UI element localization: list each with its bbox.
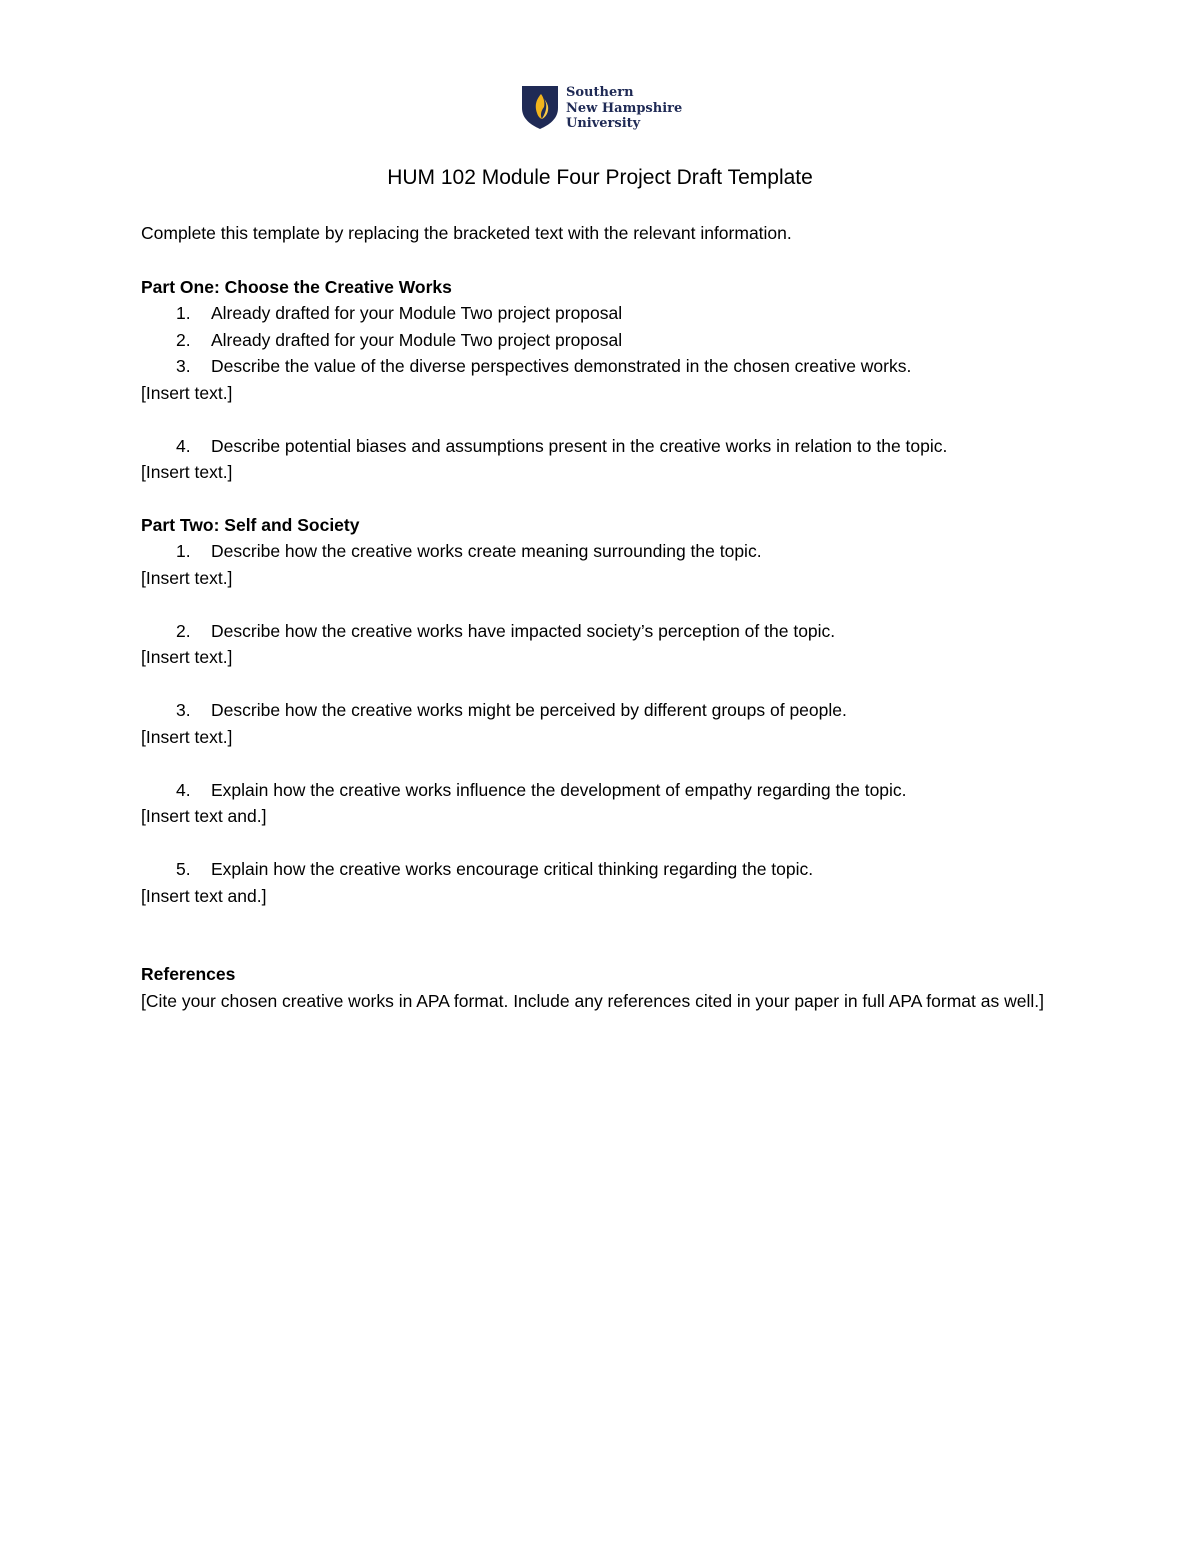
answer-placeholder[interactable]: [Insert text and.] bbox=[141, 885, 267, 906]
list-item-text: Already drafted for your Module Two project proposal bbox=[211, 303, 623, 323]
answer-placeholder[interactable]: [Insert text.] bbox=[141, 462, 233, 482]
list-item bbox=[141, 777, 1071, 804]
list-item-text: Describe potential biases and assumptions present in the creative works in relation to the topic. bbox=[211, 435, 948, 456]
answer-placeholder[interactable]: [Insert text.] bbox=[141, 567, 233, 588]
list-item-text: Describe how the creative works have impacted society’s perception of the topic. bbox=[211, 620, 836, 641]
list-item-text: Describe how the creative works create meaning surrounding the topic. bbox=[211, 541, 762, 561]
list-number: 2. bbox=[176, 329, 191, 350]
list-number: 1. bbox=[176, 541, 191, 561]
list-item bbox=[141, 538, 1071, 565]
answer-placeholder[interactable]: [Insert text and.] bbox=[141, 806, 267, 826]
list-item-text: Describe how the creative works might be perceived by different groups of people. bbox=[211, 700, 847, 720]
references-placeholder[interactable]: [Cite your chosen creative works in APA format. Include any references cited in your paper in full APA format as well.] bbox=[141, 990, 1044, 1011]
answer-placeholder[interactable]: [Insert text.] bbox=[141, 382, 233, 403]
logo-line-2: New Hampshire bbox=[566, 100, 683, 116]
list-item-text: Describe the value of the diverse perspectives demonstrated in the chosen creative works. bbox=[211, 356, 912, 376]
list-item bbox=[141, 300, 1071, 327]
answer-placeholder[interactable]: [Insert text.] bbox=[141, 726, 233, 747]
references-heading: References bbox=[141, 964, 236, 984]
list-item-text: Explain how the creative works influence the development of empathy regarding the topic. bbox=[211, 779, 907, 800]
instructions-text: Complete this template by replacing the bracketed text with the relevant information. bbox=[141, 223, 792, 243]
list-number: 2. bbox=[176, 620, 191, 641]
answer-placeholder[interactable]: [Insert text.] bbox=[141, 647, 233, 667]
list-item bbox=[141, 327, 1071, 354]
list-number: 3. bbox=[176, 700, 191, 720]
logo-wordmark bbox=[566, 85, 682, 132]
shield-logo-icon bbox=[520, 84, 560, 130]
list-number: 1. bbox=[176, 303, 191, 323]
list-item-text: Already drafted for your Module Two project proposal bbox=[211, 329, 623, 350]
document-title: HUM 102 Module Four Project Draft Template bbox=[387, 166, 813, 189]
list-item bbox=[141, 433, 1071, 460]
list-item bbox=[141, 353, 1071, 380]
part-one-heading: Part One: Choose the Creative Works bbox=[141, 276, 452, 297]
list-number: 4. bbox=[176, 779, 191, 800]
list-number: 4. bbox=[176, 435, 191, 456]
list-item bbox=[141, 697, 1071, 724]
list-item bbox=[141, 856, 1071, 883]
list-item bbox=[141, 618, 1071, 645]
list-number: 5. bbox=[176, 859, 191, 879]
logo-line-1: Southern bbox=[566, 85, 634, 100]
list-number: 3. bbox=[176, 356, 191, 376]
part-two-heading: Part Two: Self and Society bbox=[141, 514, 360, 535]
snhu-logo bbox=[520, 84, 690, 134]
document-body bbox=[141, 220, 1071, 1014]
logo-line-3: University bbox=[566, 116, 641, 131]
list-item-text: Explain how the creative works encourage critical thinking regarding the topic. bbox=[211, 859, 814, 879]
